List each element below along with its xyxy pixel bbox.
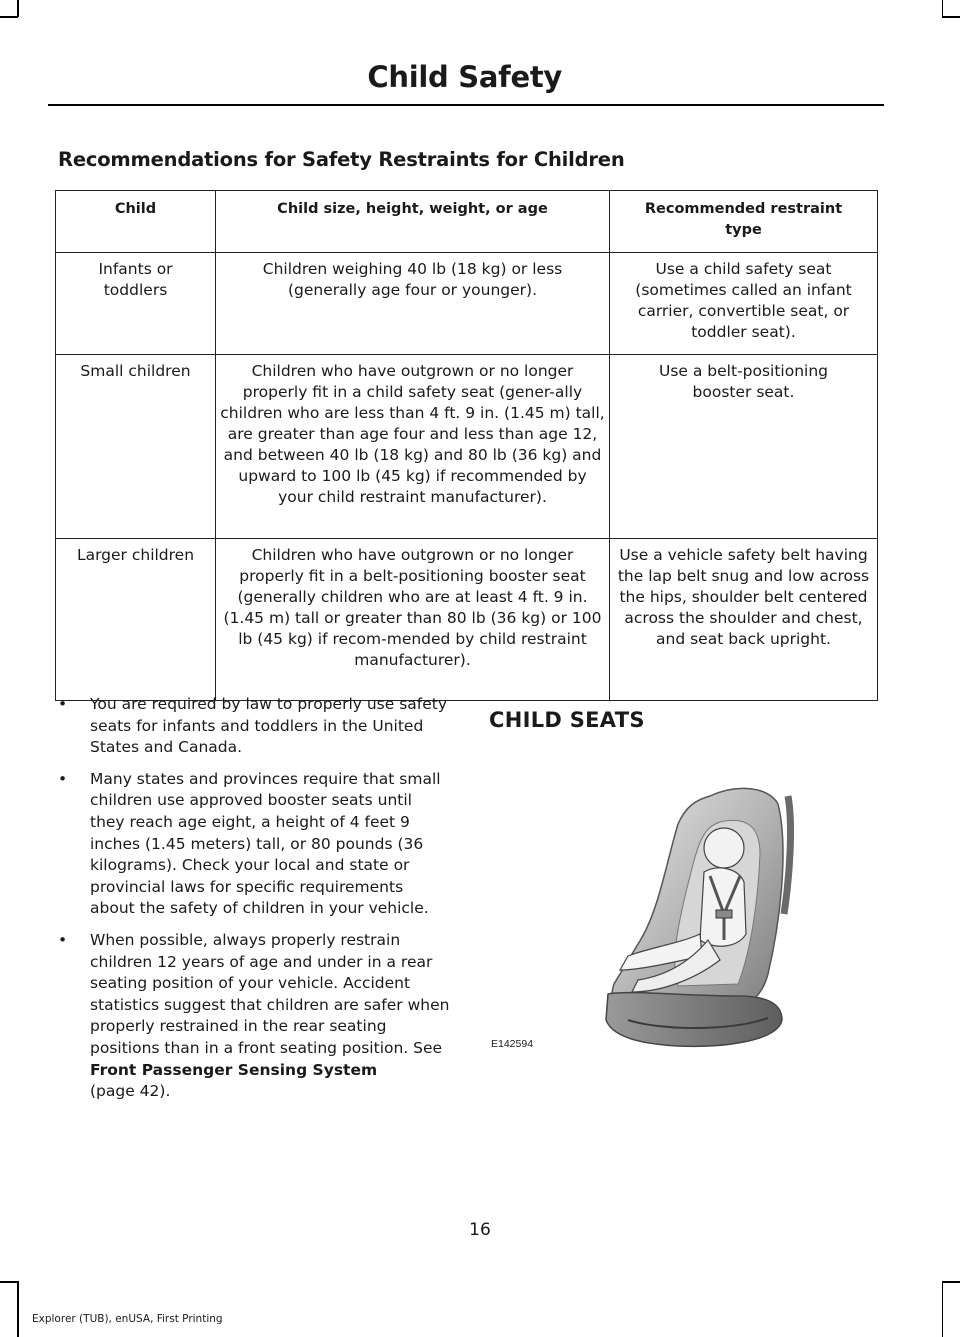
bullet-text: When possible, always properly restrain children 12 years of age and under in a rear seating position of your vehicle. Accident statistics suggest that children are safer when properly restrained in the rear seating positions than in a front seating position. See [90,930,450,1057]
figure-id-label: E142594 [491,1038,534,1050]
table-cell-size: Children weighing 40 lb (18 kg) or less (generally age four or younger). [216,253,610,355]
child-safety-seat-illustration [488,764,818,1064]
crop-mark [0,1281,18,1283]
table-header-row [56,191,878,253]
crop-mark [0,16,18,18]
cross-reference-link[interactable]: Front Passenger Sensing System [90,1060,378,1079]
bullet-marker: • [58,769,68,788]
column-header-child: Child [56,191,216,253]
page-title: Child Safety [367,60,562,94]
list-item [58,769,450,920]
crop-mark [942,16,960,18]
table-cell-restraint: Use a belt-positioning booster seat. [610,355,878,539]
table-row [56,355,878,539]
bullet-marker: • [58,930,68,949]
bullet-text: You are required by law to properly use safety seats for infants and toddlers in the United States and Canada. [90,695,448,757]
footer-print-info: Explorer (TUB), enUSA, First Printing [32,1313,223,1325]
table-cell-child: Small children [56,355,216,539]
list-item [58,694,450,759]
crop-mark [942,1281,960,1283]
table-cell-restraint: Use a child safety seat (sometimes called an infant carrier, convertible seat, or toddler seat). [610,253,878,355]
bullet-text: Many states and provinces require that small children use approved booster seats until they reach age eight, a height of 4 feet 9 inches (1.45 meters) tall, or 80 pounds (36 kilograms). Check your local and state or provincial laws for specific requirements about the safety of children in your vehicle. [90,769,441,918]
crop-mark [17,0,19,17]
child-seats-heading: CHILD SEATS [489,708,645,732]
table-cell-child: Infants or toddlers [56,253,216,355]
crop-mark [942,0,944,17]
section-title: Recommendations for Safety Restraints for Children [58,148,625,171]
restraint-recommendations-table [55,190,878,701]
table-cell-child: Larger children [56,539,216,701]
list-item [58,930,450,1103]
crop-mark [17,1281,19,1337]
table-cell-size: Children who have outgrown or no longer properly fit in a belt-positioning booster seat (generally children who are at least 4 ft. 9 in. (1.45 m) tall or greater than 80 lb (36 kg) or 100 lb (45 kg) if recom-mended by child restraint manufacturer). [216,539,610,701]
bullet-marker: • [58,695,68,713]
page-number: 16 [469,1220,491,1240]
crop-mark [942,1281,944,1337]
column-header-size: Child size, height, weight, or age [216,191,610,253]
column-header-restraint: Recommended restraint type [610,191,878,253]
table-cell-size: Children who have outgrown or no longer properly fit in a child safety seat (gener-ally children who are less than 4 ft. 9 in. (1.45 m) tall, are greater than age four and less than age 12, and between 40 lb (18 kg) and 80 lb (36 kg) and upward to 100 lb (45 kg) if recommended by your child restraint manufacturer). [216,355,610,539]
table-row [56,253,878,355]
header-divider [48,104,884,106]
table-row [56,539,878,701]
child-safety-bullet-list [58,694,450,1113]
table-cell-restraint: Use a vehicle safety belt having the lap belt snug and low across the hips, shoulder belt centered across the shoulder and chest, and seat back upright. [610,539,878,701]
page-reference: (page 42). [90,1082,171,1101]
